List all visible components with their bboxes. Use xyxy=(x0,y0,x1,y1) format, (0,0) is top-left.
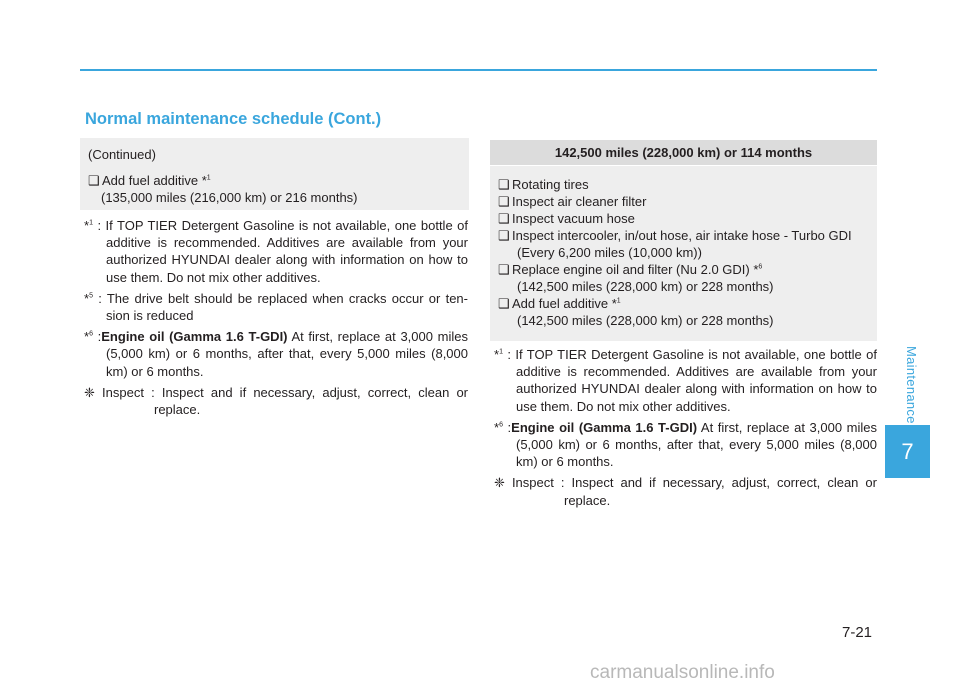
chapter-number-tab: 7 xyxy=(885,425,930,478)
schedule-item: ❑ Inspect vacuum hose xyxy=(498,211,635,226)
footnote-mark: *$^6$ xyxy=(494,419,503,435)
item-detail: (142,500 miles (228,000 km) or 228 months) xyxy=(517,279,774,294)
schedule-item: ❑ Inspect intercooler, in/out hose, air intake hose - Turbo GDI xyxy=(498,228,852,243)
footnote-ref: 1 xyxy=(206,174,211,182)
page-number: 7-21 xyxy=(842,624,873,641)
footnote-text: : If TOP TIER Detergent Gasoline is not available, one bottle of additive is recommended. Additives are available from your authorized HYUNDAI dealer along with information on how to use them. Do not mix other additives. xyxy=(507,347,877,414)
footnote-text: : The drive belt should be replaced when cracks occur or ten- sion is reduced xyxy=(98,290,468,324)
schedule-item: ❑ Add fuel additive *$^1$ xyxy=(498,296,621,311)
schedule-item: ❑ Inspect air cleaner filter xyxy=(498,194,647,209)
inspect-symbol-icon: ❈ xyxy=(494,475,505,491)
continued-label: (Continued) xyxy=(88,147,156,162)
item-detail: (142,500 miles (228,000 km) or 228 months) xyxy=(517,313,774,328)
footnote-1 xyxy=(84,217,468,286)
footnote-ref: 1 xyxy=(616,297,621,305)
footnote-6: *$^6$ :Engine oil (Gamma 1.6 T-GDI) At first, replace at 3,000 miles (5,000 km) or 6 months, after that, every 5,000 miles (8,000 km) or 6 months. xyxy=(84,329,468,379)
item-label: Add fuel additive * xyxy=(102,173,207,188)
checkbox-icon: ❑ xyxy=(498,211,510,226)
continued-schedule-box xyxy=(80,138,469,210)
checkbox-icon: ❑ xyxy=(498,194,510,209)
inspect-note: ❈ Inspect : Inspect and if necessary, adjust, correct, clean or replace. xyxy=(84,384,468,418)
inspect-symbol-icon: ❈ xyxy=(84,384,95,400)
footnote-5 xyxy=(84,290,468,324)
footnote-text: : If TOP TIER Detergent Gasoline is not available, one bottle of additive is recommended. Additives are available from your authorized HYUNDAI dealer along with information on how to use them. Do not mix other additives. xyxy=(97,218,468,285)
footnote-text: At first, replace at 3,000 miles (5,000 km) or 6 months, after that, every 5,000 miles (8,000 km) or 6 months. xyxy=(516,419,877,470)
footnote-1 xyxy=(494,346,877,415)
footnote-mark: *$^5$ xyxy=(84,290,93,306)
schedule-item: ❑ Replace engine oil and filter (Nu 2.0 GDI) *$^6$ xyxy=(498,262,763,277)
item-detail: (Every 6,200 miles (10,000 km)) xyxy=(517,245,702,260)
footnote-mark: *$^1$ xyxy=(494,347,503,362)
header-rule xyxy=(80,69,877,71)
checkbox-icon: ❑ xyxy=(498,177,510,192)
footnote-6: *$^6$ :Engine oil (Gamma 1.6 T-GDI) At first, replace at 3,000 miles (5,000 km) or 6 months, after that, every 5,000 miles (8,000 km) or 6 months. xyxy=(494,419,877,470)
footnote-ref: 6 xyxy=(758,263,763,271)
item-detail: (135,000 miles (216,000 km) or 216 months) xyxy=(101,190,358,205)
footnote-mark: *$^6$ xyxy=(84,329,93,345)
inspect-note: ❈ Inspect : Inspect and if necessary, adjust, correct, clean or replace. xyxy=(494,475,877,508)
checkbox-icon: ❑ xyxy=(498,296,510,311)
section-title: Normal maintenance schedule (Cont.) xyxy=(85,110,382,128)
checkbox-icon: ❑ xyxy=(498,262,510,277)
checkbox-icon: ❑ xyxy=(88,173,100,188)
footnotes-right xyxy=(494,346,877,509)
footnote-bold: Engine oil (Gamma 1.6 T-GDI) xyxy=(101,329,288,345)
watermark: carmanualsonline.info xyxy=(590,662,775,683)
footnote-text: At first, replace at 3,000 miles (5,000 km) or 6 months, after that, every 5,000 miles (8,000 km) or 6 months. xyxy=(106,329,468,379)
chapter-side-label: Maintenance xyxy=(904,346,919,424)
schedule-items-box xyxy=(490,166,877,341)
footnote-bold: Engine oil (Gamma 1.6 T-GDI) xyxy=(511,419,698,435)
schedule-interval-header: 142,500 miles (228,000 km) or 114 months xyxy=(490,140,877,165)
schedule-item: ❑ Rotating tires xyxy=(498,177,589,192)
footnotes-left xyxy=(84,217,468,418)
schedule-item-fuel-additive xyxy=(88,172,461,189)
footnote-mark: *$^1$ xyxy=(84,218,93,233)
checkbox-icon: ❑ xyxy=(498,228,510,243)
